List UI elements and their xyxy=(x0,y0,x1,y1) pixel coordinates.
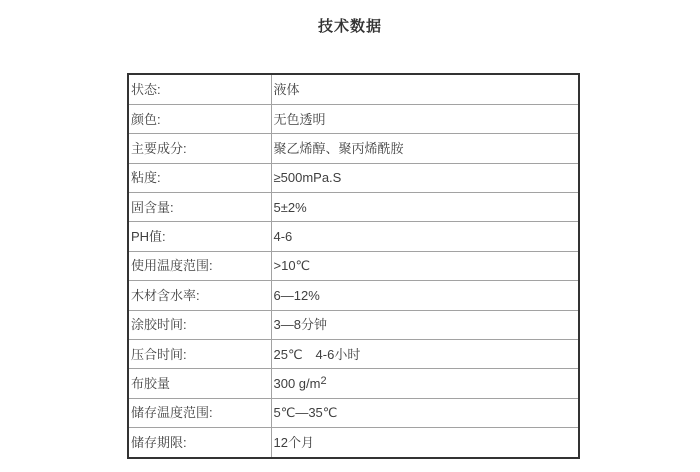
spec-value-cell: 3—8分钟 xyxy=(271,310,579,339)
spec-value-cell: 液体 xyxy=(271,74,579,104)
table-row xyxy=(128,398,579,427)
spec-name-cell: 固含量: xyxy=(128,193,271,222)
spec-value-cell: 无色透明 xyxy=(271,104,579,133)
table-row xyxy=(128,310,579,339)
spec-name-cell: 储存温度范围: xyxy=(128,398,271,427)
table-row xyxy=(128,134,579,163)
table-row xyxy=(128,222,579,251)
table-row xyxy=(128,281,579,310)
page-title: 技术数据 xyxy=(317,18,382,35)
spec-name-cell: 储存期限: xyxy=(128,428,271,458)
spec-value-cell: 12个月 xyxy=(271,428,579,458)
spec-value-cell: 4-6 xyxy=(271,222,579,251)
spec-value-cell xyxy=(271,369,579,398)
spec-name-cell: 主要成分: xyxy=(128,134,271,163)
table-row xyxy=(128,104,579,133)
table-row xyxy=(128,163,579,192)
spec-name-cell: 涂胶时间: xyxy=(128,310,271,339)
spec-name-cell: PH值: xyxy=(128,222,271,251)
spec-value-cell: >10℃ xyxy=(271,251,579,280)
spec-value-cell: 5±2% xyxy=(271,193,579,222)
table-row xyxy=(128,74,579,104)
spec-name-cell: 使用温度范围: xyxy=(128,251,271,280)
spec-value-cell: ≥500mPa.S xyxy=(271,163,579,192)
spec-value-cell: 25℃ 4-6小时 xyxy=(271,339,579,368)
table-row xyxy=(128,369,579,398)
spec-value-cell: 聚乙烯醇、聚丙烯酰胺 xyxy=(271,134,579,163)
table-row xyxy=(128,339,579,368)
spec-name-cell: 木材含水率: xyxy=(128,281,271,310)
table-row xyxy=(128,428,579,458)
spec-name-cell: 状态: xyxy=(128,74,271,104)
technical-data-table xyxy=(127,73,580,459)
spec-value-text: 300 g/m xyxy=(273,375,321,391)
spec-value-cell: 5℃—35℃ xyxy=(271,398,579,427)
table-row xyxy=(128,251,579,280)
spec-name-cell: 压合时间: xyxy=(128,339,271,368)
spec-value-cell: 6—12% xyxy=(271,281,579,310)
spec-name-cell: 布胶量 xyxy=(128,369,271,398)
superscript: 2 xyxy=(320,374,327,387)
spec-name-cell: 颜色: xyxy=(128,104,271,133)
spec-name-cell: 粘度: xyxy=(128,163,271,192)
table-row xyxy=(128,193,579,222)
